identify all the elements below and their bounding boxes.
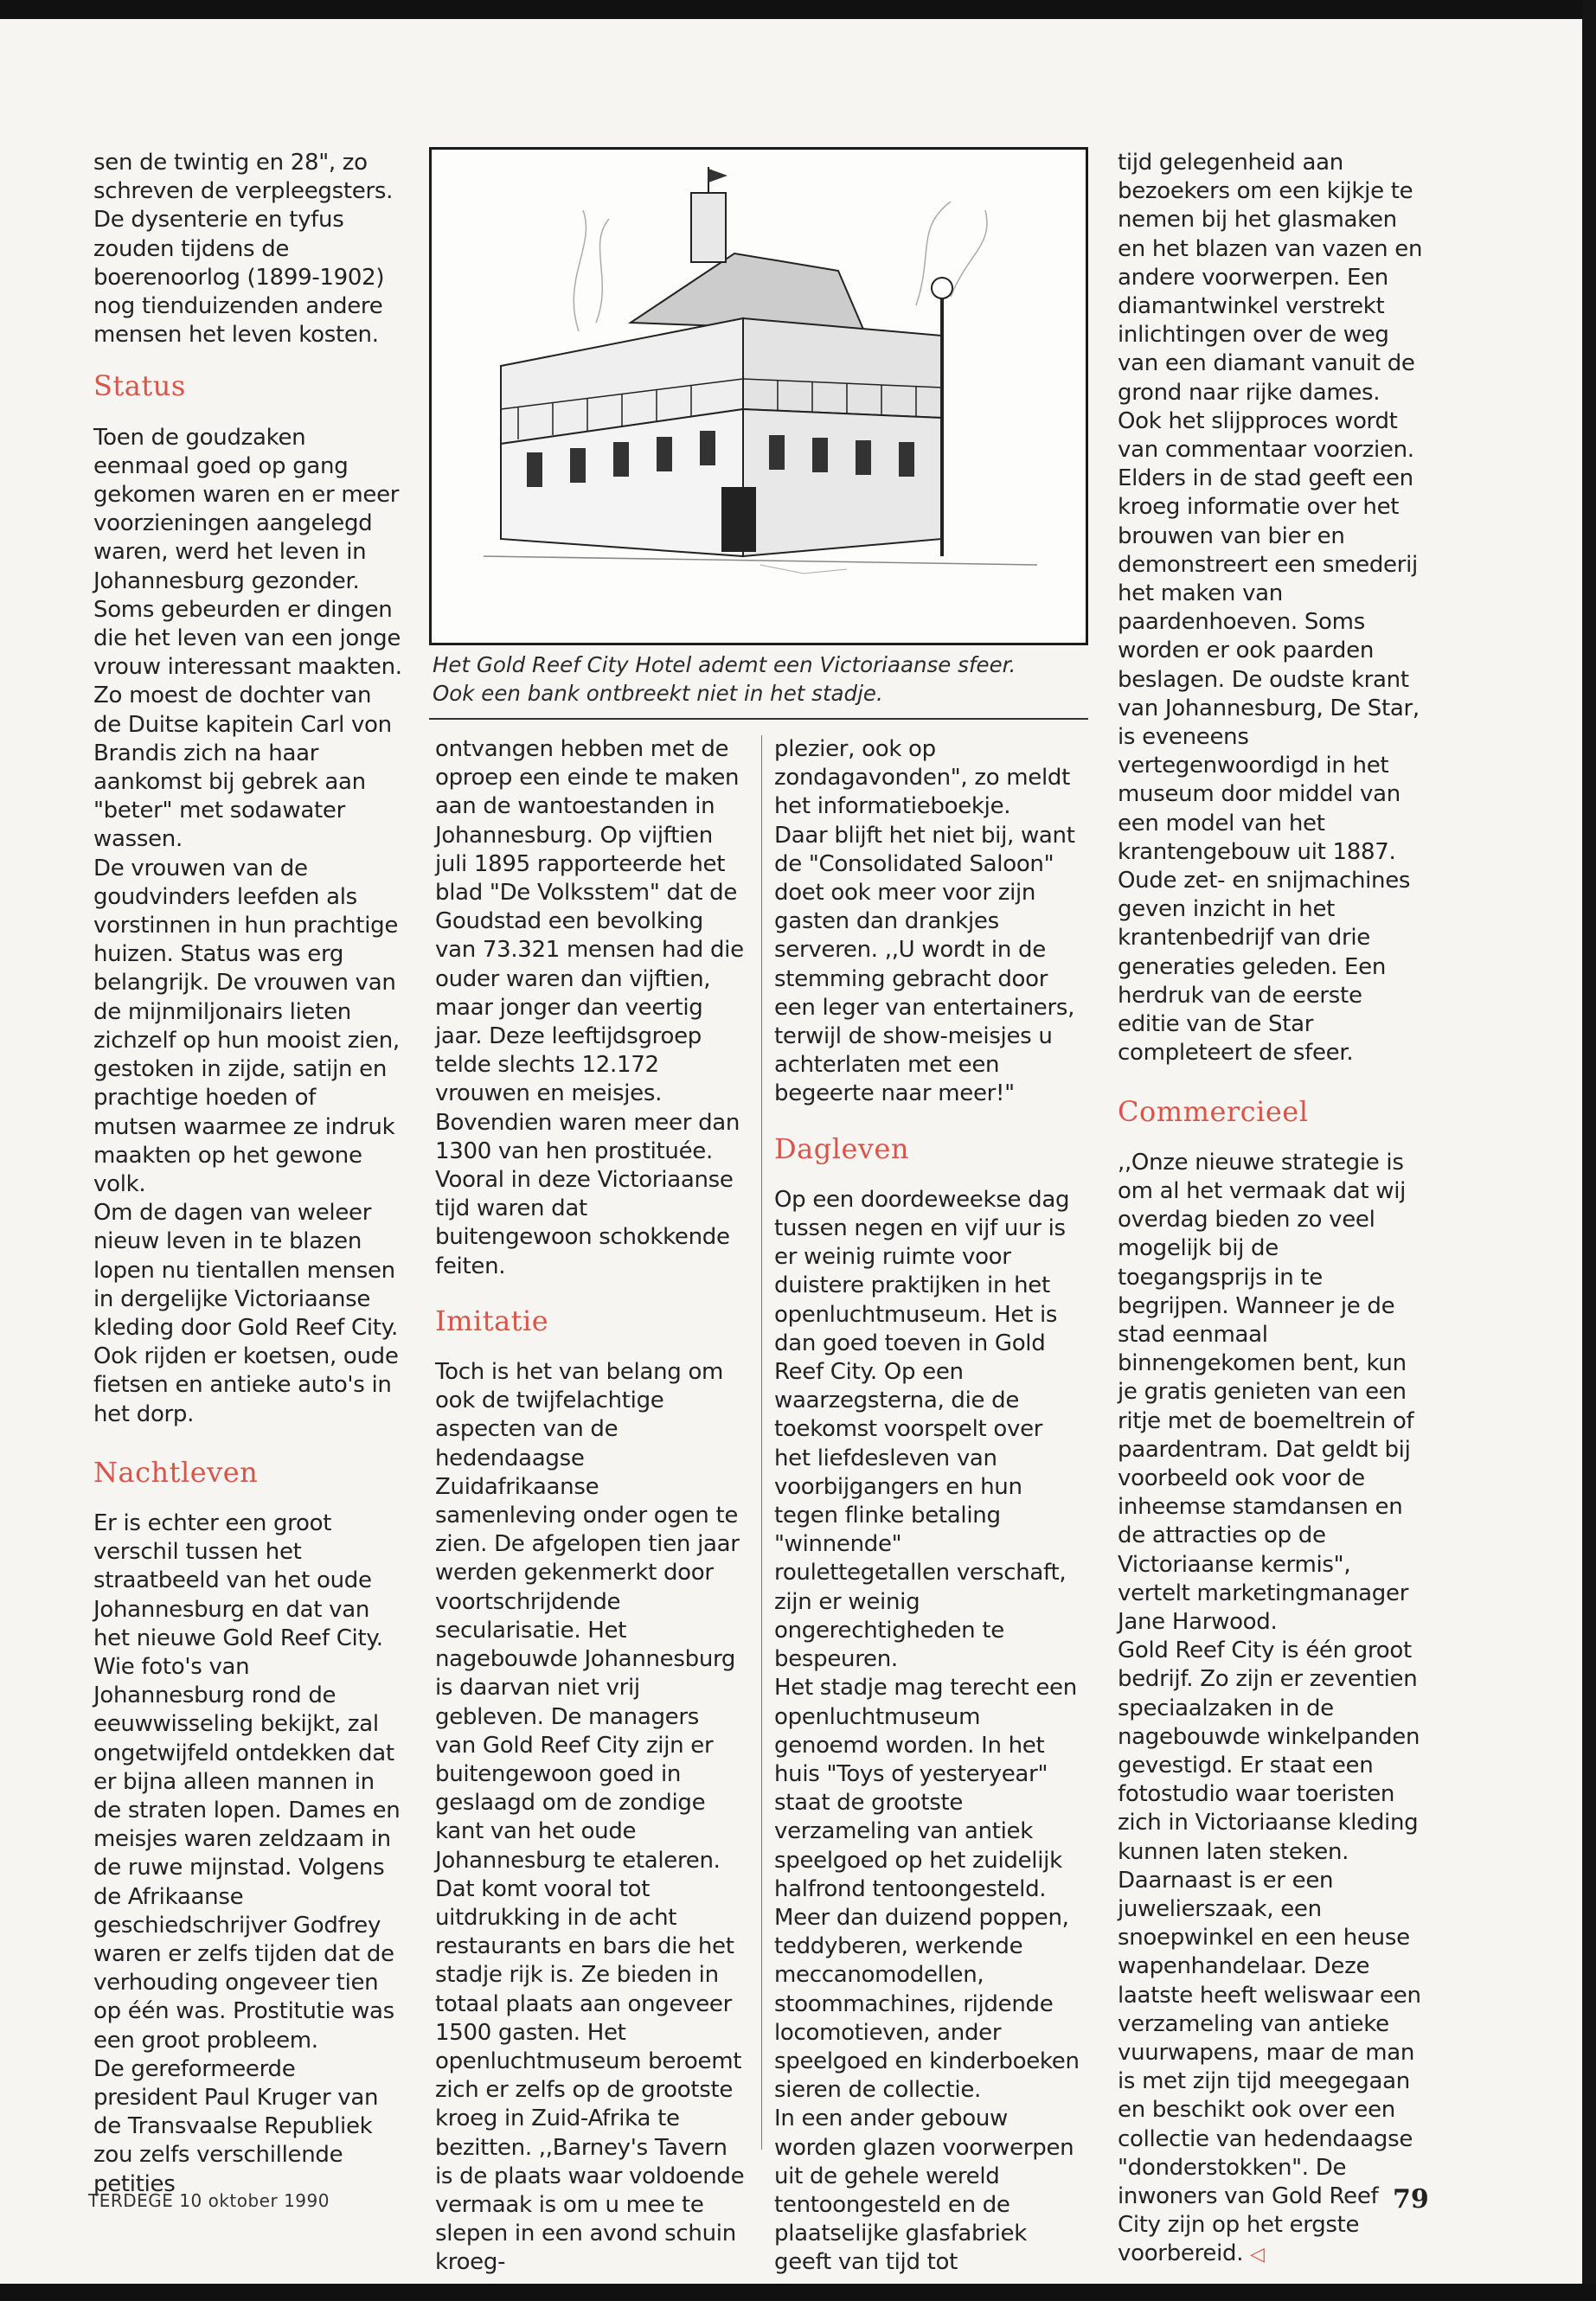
hotel-illustration-icon bbox=[432, 150, 1086, 643]
paragraph: tijd gelegenheid aan bezoekers om een kijkje te nemen bij het glasmaken en het blazen van vazen en andere voorwerpen. Een diamantwinkel verstrekt inlichtingen over de weg van een diamant vanuit de grond naar rijke dames. Ook het slijpproces wordt van commentaar voorzien. Elders in de stad geeft een kroeg informatie over het brouwen van bier en demonstreert een smederij het maken van paardenhoeven. Soms worden er ook paarden beslagen. De oudste krant van Johannesburg, De Star, is eveneens vertegenwoordigd in het museum door middel van een model van het krantengebouw uit 1887. Oude zet- en snijmachines geven inzicht in het krantenbedrijf van drie generaties geleden. Een herdruk van de eerste editie van de Star completeert de sfeer. bbox=[1118, 150, 1423, 1067]
paragraph: sen de twintig en 28", zo schreven de verpleegsters. De dysenterie en tyfus zouden tijdens de boerenoorlog (1899-1902) nog tienduizenden andere mensen het leven kosten. bbox=[93, 150, 394, 349]
paragraph: ,,Onze nieuwe strategie is om al het vermaak dat wij overdag bieden zo veel mogelijk bij de toegangsprijs in te begrijpen. Wanneer je de stad eenmaal binnengekomen bent, kun je gratis genieten van een ritje met de boemeltrein of paardentram. Dat geldt bij voorbeeld ook voor de inheemse stamdansen en de attracties op de Victoriaanse kermis", vertelt marketingmanager Jane Harwood. bbox=[1118, 1149, 1414, 1635]
page-number: 79 bbox=[1393, 2184, 1429, 2214]
paragraph: Op een doordeweekse dag tussen negen en vijf uur is er weinig ruimte voor duistere praktijken in het openluchtmuseum. Het is dan goed toeven in Gold Reef City. Op een waarzegsterna, die de toekomst voorspelt over het liefdesleven van voorbijgangers en hun tegen flinke betaling "winnende" roulettegetallen verschaft, zijn er weinig ongerechtigheden te bespeuren. bbox=[774, 1186, 1070, 1673]
photo-caption bbox=[433, 651, 1090, 708]
paragraph: ontvangen hebben met de oproep een einde te maken aan de wantoestanden in Johannesburg. Op vijftien juli 1895 rapporteerde het blad "De Volksstem" dat de Goudstad een bevolking van 73.321 mensen had die ouder waren dan vijftien, maar jonger dan veertig jaar. Deze leeftijdsgroep telde slechts 12.172 vrouwen en meisjes. Bovendien waren meer dan 1300 van hen prostituée. Vooral in deze Victoriaanse tijd waren dat buitengewoon schokkende feiten. bbox=[435, 736, 744, 1279]
subheading-dagleven: Dagleven bbox=[774, 1131, 910, 1165]
paragraph: Er is echter een groot verschil tussen het straatbeeld van het oude Johannesburg en dat van het nieuwe Gold Reef City. Wie foto's van Johannesburg rond de eeuwwisseling bekijkt, zal ongetwijfeld ontdekken dat er bijna alleen mannen in de straten lopen. Dames en meisjes waren zeldzaam in de ruwe mijnstad. Volgens de Afrikaanse geschiedschrijver Godfrey waren er zelfs tijden dat de verhouding ongeveer tien op één was. Prostitutie was een groot probleem. bbox=[93, 1509, 401, 2054]
scan-border-top bbox=[0, 0, 1596, 19]
paragraph bbox=[1118, 1637, 1427, 2269]
paragraph: Het stadje mag terecht een openluchtmuseum genoemd worden. In het huis "Toys of yesteryear" staat de grootste verzameling van antiek speelgoed op het zuidelijk halfrond tentoongesteld. Meer dan duizend poppen, teddyberen, werkende meccanomodellen, stoommachines, rijdende locomotieven, ander speelgoed en kinderboeken sieren de collectie. bbox=[774, 1675, 1080, 2104]
column-2 bbox=[435, 735, 745, 2278]
caption-line: Ook een bank ontbreekt niet in het stadje. bbox=[433, 681, 883, 706]
publication-footer: TERDEGE 10 oktober 1990 bbox=[88, 2190, 330, 2211]
subheading-nachtleven: Nachtleven bbox=[93, 1455, 259, 1489]
paragraph: In een ander gebouw worden glazen voorwerpen uit de gehele wereld tentoongesteld en de plaatselijke glasfabriek geeft van tijd tot bbox=[774, 2106, 1074, 2276]
paragraph: Daar blijft het niet bij, want de "Consolidated Saloon" doet ook meer voor zijn gasten dan drankjes serveren. ,,U wordt in de stemming gebracht door een leger van entertainers, terwijl de show-meisjes u achterlaten met een begeerte naar meer!" bbox=[774, 822, 1075, 1107]
paragraph: Dat komt vooral tot uitdrukking in de acht restaurants en bars die het stadje rijk is. Ze bieden in totaal plaats aan ongeveer 1500 gasten. Het openluchtmuseum beroemt zich er zelfs op de grootste kroeg in Zuid-Afrika te bezitten. ,,Barney's Tavern is de plaats waar voldoende vermaak is om u mee te slepen in een avond schuin kroeg- bbox=[435, 1875, 745, 2276]
column-1 bbox=[93, 149, 403, 2199]
column-4 bbox=[1118, 149, 1427, 2270]
column-divider bbox=[761, 735, 762, 2150]
subheading-commercieel: Commercieel bbox=[1118, 1094, 1309, 1128]
caption-divider bbox=[429, 718, 1088, 720]
hotel-photo bbox=[429, 147, 1088, 645]
paragraph: Toch is het van belang om ook de twijfelachtige aspecten van de hedendaagse Zuidafrikaanse samenleving onder ogen te zien. De afgelopen tien jaar werden gekenmerkt door voortschrijdende secularisatie. Het nagebouwde Johannesburg is daarvan niet vrij gebleven. De managers van Gold Reef City zijn er buitengewoon goed in geslaagd om de zondige kant van het oude Johannesburg te etaleren. bbox=[435, 1359, 740, 1874]
scan-border-bottom bbox=[0, 2284, 1596, 2301]
caption-line: Het Gold Reef City Hotel ademt een Victoriaanse sfeer. bbox=[433, 652, 1016, 677]
subheading-imitatie: Imitatie bbox=[435, 1304, 549, 1337]
paragraph: Om de dagen van weleer nieuw leven in te blazen lopen nu tientallen mensen in dergelijke Victoriaanse kleding door Gold Reef City. Ook rijden er koetsen, oude fietsen en antieke auto's in het dorp. bbox=[93, 1200, 399, 1427]
subheading-status: Status bbox=[93, 369, 186, 403]
paragraph-text: Gold Reef City is één groot bedrijf. Zo zijn er zeventien speciaalzaken in de nagebouwde winkelpanden gevestigd. Er staat een fotostudio waar toeristen zich in Victoriaanse kleding kunnen laten steken. Daarnaast is er een juwelierszaak, een snoepwinkel en een heuse wapenhandelaar. Deze laatste heeft weliswaar een verzameling van antieke vuurwapens, maar de man is met zijn tijd meegegaan en beschikt ook over een collectie van hedendaagse "donderstokken". De inwoners van Gold Reef City zijn op het ergste voorbereid. bbox=[1118, 1638, 1421, 2267]
paragraph: plezier, ook op zondagavonden", zo meldt het informatieboekje. bbox=[774, 736, 1071, 820]
column-3 bbox=[774, 735, 1084, 2278]
paragraph: De gereformeerde president Paul Kruger van de Transvaalse Republiek zou zelfs verschillende petities bbox=[93, 2055, 379, 2197]
paragraph: De vrouwen van de goudvinders leefden als vorstinnen in hun prachtige huizen. Status was erg belangrijk. De vrouwen van de mijnmiljonairs lieten zichzelf op hun mooist zien, gestoken in zijde, satijn en prachtige hoeden of mutsen waarmee ze indruk maakten op het gewone volk. bbox=[93, 855, 400, 1197]
scan-border-right bbox=[1582, 0, 1596, 2301]
end-of-article-icon: ◁ bbox=[1250, 2244, 1265, 2266]
paragraph: Toen de goudzaken eenmaal goed op gang gekomen waren en er meer voorzieningen aangelegd waren, werd het leven in Johannesburg gezonder. Soms gebeurden er dingen die het leven van een jonge vrouw interessant maakten. Zo moest de dochter van de Duitse kapitein Carl von Brandis zich na haar aankomst bij gebrek aan "beter" met sodawater wassen. bbox=[93, 424, 402, 853]
